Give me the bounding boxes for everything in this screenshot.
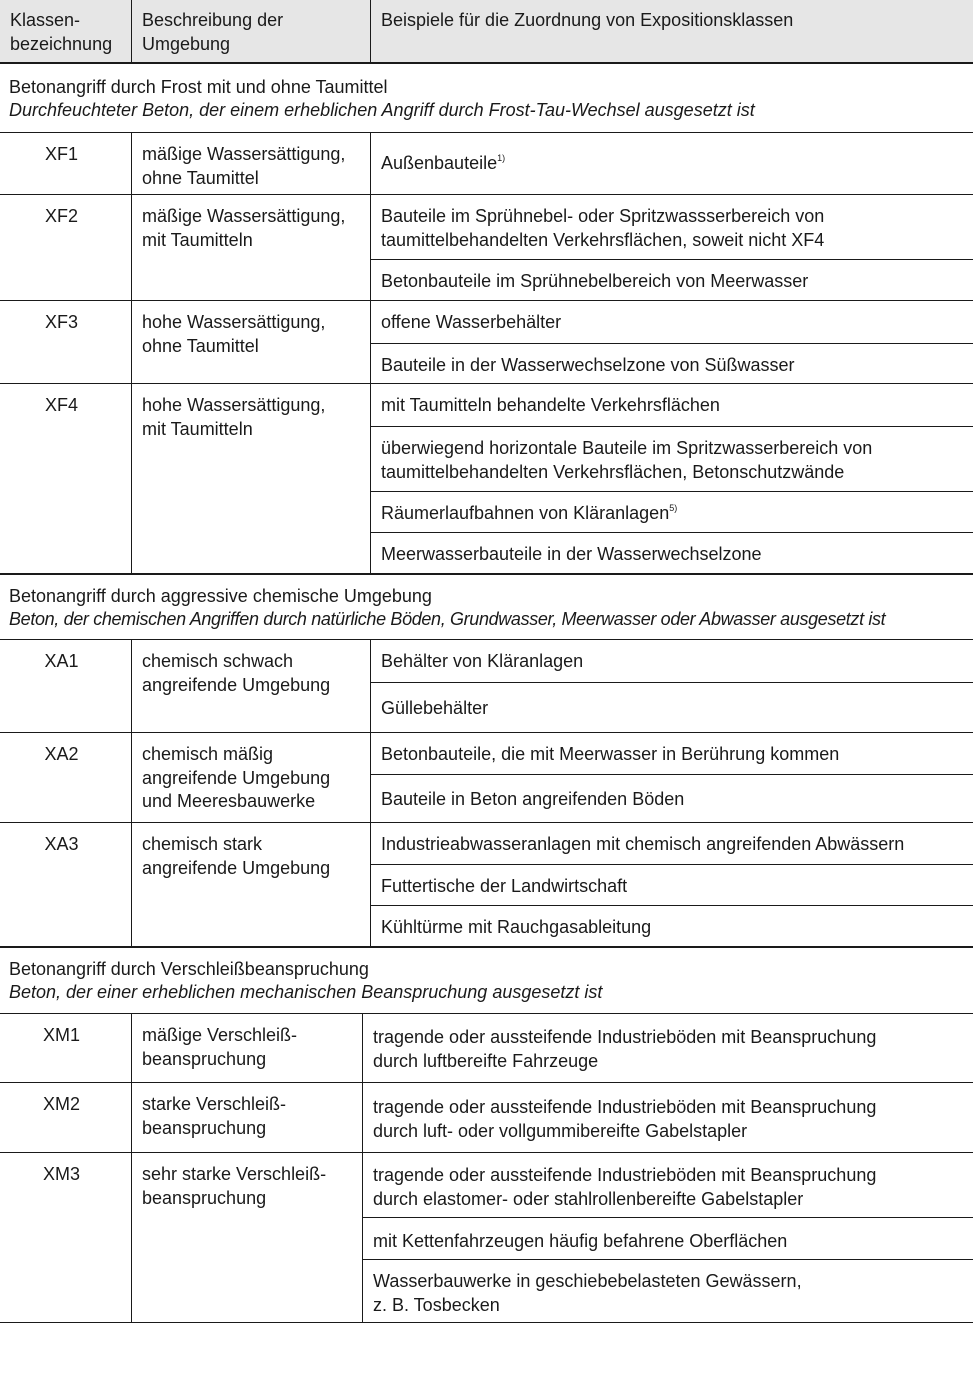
class-examples <box>371 195 973 300</box>
group-chemical <box>0 585 973 631</box>
class-code: XA2 <box>0 733 132 822</box>
class-code: XM3 <box>0 1153 132 1322</box>
header-examples: Beispiele für die Zuordnung von Expositionsklassen <box>381 10 794 30</box>
class-description: hohe Wassersättigung, mit Taumitteln <box>132 384 371 573</box>
example-item: Räumerlaufbahnen von Kläranlagen$^{5)}$ <box>371 491 973 526</box>
example-item: offene Wasserbehälter <box>381 312 562 332</box>
class-examples <box>371 640 973 732</box>
footnote-ref: 5) <box>669 503 678 513</box>
class-description: chemisch mäßig angreifende Umgebung und Meeresbauwerke <box>132 733 371 822</box>
class-description: mäßige Wassersättigung, mit Taumitteln <box>132 195 371 300</box>
class-row-xm3 <box>0 1152 973 1323</box>
group-title: Betonangriff durch Verschleißbeanspruchung <box>9 959 369 979</box>
header-environment-description: Beschreibung der Umgebung <box>132 0 371 62</box>
example-item: Bauteile in der Wasserwechselzone von Süßwasser <box>371 343 973 378</box>
class-code: XF3 <box>0 301 132 383</box>
class-code: XF1 <box>0 133 132 194</box>
example-item: Bauteile in Beton angreifenden Böden <box>371 774 973 812</box>
example-item: Behälter von Kläranlagen <box>381 651 584 671</box>
section-divider <box>0 946 973 948</box>
class-row-xf2 <box>0 194 973 300</box>
example-item: tragende oder aussteifende Industrieböden mit Beanspruchung durch elastomer- oder stahlrollenbereifte Gabelstapler <box>373 1165 877 1209</box>
group-frost <box>0 76 973 122</box>
class-row-xa3 <box>0 822 973 946</box>
class-description: starke Verschleiß- beanspruchung <box>132 1083 363 1152</box>
class-code: XF2 <box>0 195 132 300</box>
class-description: chemisch stark angreifende Umgebung <box>132 823 371 946</box>
class-row-xm2 <box>0 1082 973 1152</box>
class-row-xf4 <box>0 383 973 573</box>
group-title: Betonangriff durch aggressive chemische Umgebung <box>9 586 432 606</box>
class-examples <box>371 384 973 573</box>
class-row-xa2 <box>0 732 973 822</box>
section-divider <box>0 573 973 575</box>
class-row-xm1 <box>0 1013 973 1082</box>
class-code: XM1 <box>0 1014 132 1082</box>
class-description: sehr starke Verschleiß- beanspruchung <box>132 1153 363 1322</box>
group-title: Betonangriff durch Frost mit und ohne Taumittel <box>9 77 388 97</box>
class-code: XF4 <box>0 384 132 573</box>
class-examples <box>371 733 973 822</box>
example-item: Betonbauteile, die mit Meerwasser in Berührung kommen <box>381 744 840 764</box>
class-row-xa1 <box>0 639 973 732</box>
class-description: mäßige Wassersättigung, ohne Taumittel <box>132 133 371 194</box>
class-examples <box>363 1153 973 1322</box>
example-item: tragende oder aussteifende Industrieböden mit Beanspruchung durch luftbereifte Fahrzeuge <box>373 1027 877 1071</box>
example-item: Betonbauteile im Sprühnebelbereich von Meerwasser <box>371 259 973 294</box>
example-item: tragende oder aussteifende Industrieböden mit Beanspruchung durch luft- oder vollgummibereifte Gabelstapler <box>373 1097 877 1141</box>
class-row-xf3 <box>0 300 973 383</box>
class-code: XA3 <box>0 823 132 946</box>
class-examples <box>371 823 973 946</box>
class-examples <box>363 1014 973 1082</box>
example-item: Meerwasserbauteile in der Wasserwechselzone <box>371 532 973 567</box>
class-description: mäßige Verschleiß- beanspruchung <box>132 1014 363 1082</box>
example-item: Wasserbauwerke in geschiebebelasteten Gewässern, z. B. Tosbecken <box>363 1259 973 1317</box>
table-header <box>0 0 973 64</box>
class-examples <box>371 133 973 194</box>
example-item: Güllebehälter <box>371 682 973 721</box>
group-subtitle: Beton, der einer erheblichen mechanischen Beanspruchung ausgesetzt ist <box>9 982 603 1002</box>
class-examples <box>363 1083 973 1152</box>
class-code: XA1 <box>0 640 132 732</box>
footnote-ref: 1) <box>497 153 506 163</box>
class-description: chemisch schwach angreifende Umgebung <box>132 640 371 732</box>
class-row-xf1 <box>0 132 973 194</box>
example-item: Kühltürme mit Rauchgasableitung <box>371 905 973 940</box>
group-subtitle: Beton, der chemischen Angriffen durch natürliche Böden, Grundwasser, Meerwasser oder Abwasser ausgesetzt ist <box>9 609 886 629</box>
class-examples <box>371 301 973 383</box>
class-code: XM2 <box>0 1083 132 1152</box>
group-subtitle: Durchfeuchteter Beton, der einem erheblichen Angriff durch Frost-Tau-Wechsel ausgesetzt ist <box>9 100 755 120</box>
example-item: Industrieabwasseranlagen mit chemisch angreifenden Abwässern <box>381 834 905 854</box>
example-item: mit Kettenfahrzeugen häufig befahrene Oberflächen <box>363 1217 973 1254</box>
example-item: mit Taumitteln behandelte Verkehrsflächen <box>381 395 720 415</box>
example-item: überwiegend horizontale Bauteile im Spritzwasserbereich von taumittelbehandelten Verkehrsflächen, Betonschutzwände <box>371 426 973 484</box>
group-wear <box>0 958 973 1004</box>
example-item: Futtertische der Landwirtschaft <box>371 864 973 899</box>
header-class-name: Klassen- bezeichnung <box>0 0 132 62</box>
example-item: Außenbauteile$^{1)}$ <box>381 153 506 173</box>
example-item: Bauteile im Sprühnebel- oder Spritzwassserbereich von taumittelbehandelten Verkehrsflächen, soweit nicht XF4 <box>381 206 825 250</box>
class-description: hohe Wassersättigung, ohne Taumittel <box>132 301 371 383</box>
